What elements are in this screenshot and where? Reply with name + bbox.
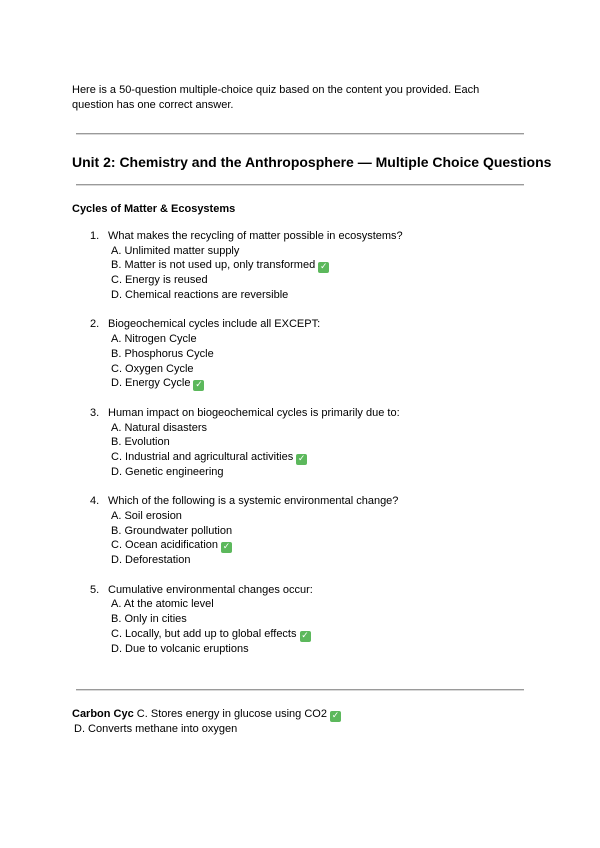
answer-option bbox=[111, 347, 403, 362]
answer-option-label: C. Industrial and agricultural activities bbox=[111, 450, 294, 463]
answer-option bbox=[111, 627, 403, 642]
horizontal-rule bbox=[76, 133, 524, 135]
answer-option bbox=[111, 509, 403, 524]
answer-option-label: A. Unlimited matter supply bbox=[111, 244, 240, 257]
question-item bbox=[90, 229, 403, 302]
answer-option bbox=[111, 465, 403, 480]
answer-option bbox=[111, 553, 403, 568]
horizontal-rule bbox=[76, 184, 524, 186]
answer-option bbox=[111, 524, 403, 539]
question-text: What makes the recycling of matter possible in ecosystems? bbox=[108, 230, 403, 242]
check-mark-icon: ✓ bbox=[301, 630, 309, 641]
answer-option bbox=[111, 244, 403, 259]
answer-options bbox=[90, 244, 403, 303]
question-number: 1. bbox=[90, 230, 100, 242]
question-line bbox=[90, 317, 403, 332]
answer-option bbox=[111, 421, 403, 436]
check-mark-icon: ✓ bbox=[331, 711, 340, 721]
answer-option bbox=[111, 376, 403, 391]
question-text: Biogeochemical cycles include all EXCEPT: bbox=[108, 318, 321, 331]
answer-options bbox=[90, 421, 403, 480]
page-title: Unit 2: Chemistry and the Anthroposphere — Multiple Choice Questions bbox=[72, 154, 552, 170]
answer-option bbox=[111, 435, 403, 450]
answer-option-label: B. Evolution bbox=[111, 436, 170, 449]
answer-option-label: B. Phosphorus Cycle bbox=[111, 347, 214, 360]
check-mark-icon: ✓ bbox=[195, 380, 203, 391]
check-mark-icon: ✓ bbox=[297, 453, 306, 464]
answer-option bbox=[111, 273, 403, 288]
question-item bbox=[90, 494, 403, 567]
answer-options bbox=[90, 597, 403, 656]
intro-text: Here is a 50-question multiple-choice quiz based on the content you provided. Each question has one correct answer. bbox=[72, 84, 480, 111]
question-number: 3. bbox=[90, 406, 100, 419]
answer-option-label: D. Chemical reactions are reversible bbox=[111, 288, 289, 301]
section-heading: Cycles of Matter & Ecosystems bbox=[72, 203, 236, 215]
answer-options bbox=[90, 332, 403, 391]
answer-option-label: D. Genetic engineering bbox=[111, 465, 224, 478]
question-item bbox=[90, 583, 403, 656]
question-item bbox=[90, 317, 403, 390]
answer-option-label: C. Energy is reused bbox=[111, 274, 208, 287]
answer-option bbox=[111, 597, 403, 612]
question-line bbox=[90, 583, 403, 598]
answer-option-label: A. At the atomic level bbox=[111, 598, 214, 611]
answer-option-label: B. Matter is not used up, only transformed bbox=[111, 259, 316, 272]
truncated-option-text: C. Stores energy in glucose using CO2 bbox=[133, 708, 327, 720]
answer-options bbox=[90, 509, 403, 568]
answer-option-label: B. Only in cities bbox=[111, 613, 187, 626]
question-text: Cumulative environmental changes occur: bbox=[108, 583, 313, 596]
answer-option-label: B. Groundwater pollution bbox=[111, 524, 233, 537]
truncated-option-line: D. Converts methane into oxygen bbox=[74, 723, 238, 735]
answer-option-label: A. Nitrogen Cycle bbox=[111, 333, 197, 346]
answer-option bbox=[111, 538, 403, 553]
check-mark-icon: ✓ bbox=[319, 262, 328, 273]
answer-option-label: C. Oxygen Cycle bbox=[111, 362, 194, 375]
answer-option-label: D. Deforestation bbox=[111, 554, 191, 567]
question-list bbox=[90, 229, 403, 671]
answer-option-label: C. Ocean acidification bbox=[111, 539, 218, 552]
answer-option bbox=[111, 258, 403, 273]
answer-option-label: C. Locally, but add up to global effects bbox=[111, 627, 297, 640]
question-number: 2. bbox=[90, 318, 100, 331]
answer-option bbox=[111, 642, 403, 657]
question-line bbox=[90, 406, 403, 421]
question-line bbox=[90, 494, 403, 509]
question-text: Which of the following is a systemic environmental change? bbox=[108, 495, 399, 508]
question-number: 5. bbox=[90, 583, 100, 596]
answer-option-label: D. Due to volcanic eruptions bbox=[111, 642, 249, 655]
question-line bbox=[90, 229, 403, 244]
truncated-heading: Carbon Cyc bbox=[72, 708, 134, 720]
question-item bbox=[90, 406, 403, 479]
check-mark-icon: ✓ bbox=[222, 542, 231, 553]
answer-option bbox=[111, 288, 403, 303]
answer-option bbox=[111, 612, 403, 627]
answer-option bbox=[111, 332, 403, 347]
horizontal-rule bbox=[76, 689, 524, 691]
answer-option-label: A. Natural disasters bbox=[111, 421, 207, 434]
answer-option-label: D. Energy Cycle bbox=[111, 377, 191, 390]
answer-option-label: A. Soil erosion bbox=[111, 510, 182, 522]
answer-option bbox=[111, 450, 403, 465]
question-number: 4. bbox=[90, 495, 100, 508]
question-text: Human impact on biogeochemical cycles is primarily due to: bbox=[108, 406, 400, 419]
truncated-section-line bbox=[72, 707, 341, 722]
answer-option bbox=[111, 362, 403, 377]
